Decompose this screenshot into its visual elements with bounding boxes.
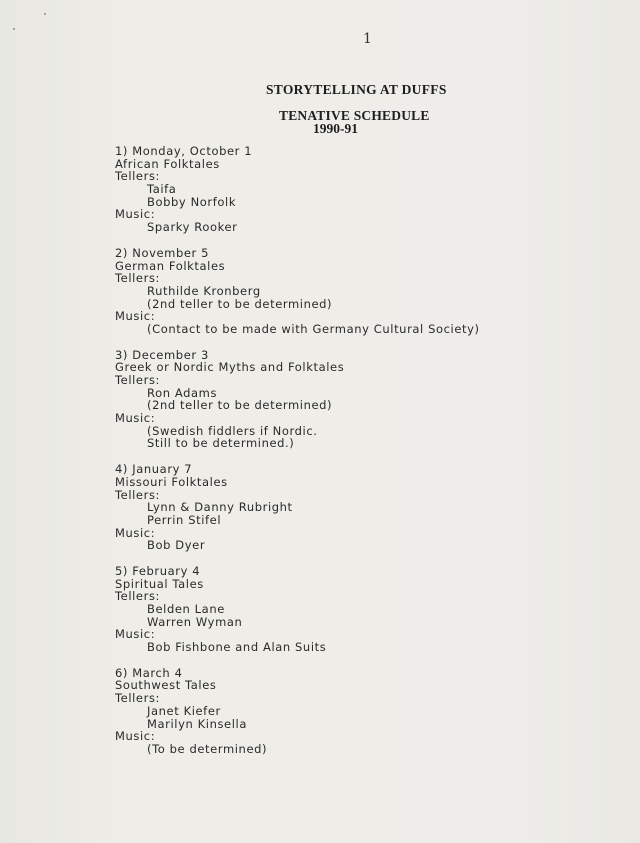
music-label: Music: <box>115 627 156 642</box>
music-label: Music: <box>115 207 156 222</box>
entry-theme: Spiritual Tales <box>115 576 204 591</box>
music-label: Music: <box>115 729 156 744</box>
music-label: Music: <box>115 309 156 324</box>
teller-name: Taifa <box>147 182 177 197</box>
entry-theme: Missouri Folktales <box>115 474 228 489</box>
schedule-entry <box>115 463 615 552</box>
music-performer: (Swedish fiddlers if Nordic. <box>147 423 318 438</box>
teller-name: Warren Wyman <box>147 614 243 629</box>
entry-date: 1) Monday, October 1 <box>115 144 253 158</box>
paper-speck <box>13 28 15 30</box>
entry-theme: Greek or Nordic Myths and Folktales <box>115 360 345 375</box>
music-performer: Bob Fishbone and Alan Suits <box>147 640 327 655</box>
teller-name: Ruthilde Kronberg <box>147 283 261 298</box>
teller-name: Bobby Norfolk <box>147 194 237 209</box>
teller-name: Belden Lane <box>147 602 225 616</box>
teller-name: (2nd teller to be determined) <box>147 398 333 413</box>
tellers-label: Tellers: <box>115 169 161 184</box>
teller-name: (2nd teller to be determined) <box>147 296 333 311</box>
paper-speck <box>44 13 46 15</box>
schedule-list <box>115 145 615 769</box>
schedule-entry <box>115 247 615 336</box>
document-title: STORYTELLING AT DUFFS <box>266 82 447 97</box>
music-performer: (Contact to be made with Germany Cultural Society) <box>147 321 480 336</box>
teller-name: Marilyn Kinsella <box>147 716 247 731</box>
tellers-label: Tellers: <box>115 373 161 387</box>
entry-date: 6) March 4 <box>115 665 183 680</box>
teller-name: Lynn & Danny Rubright <box>147 500 293 515</box>
schedule-entry <box>115 667 615 756</box>
schedule-year: 1990-91 <box>313 121 358 136</box>
schedule-entry <box>115 349 615 451</box>
document-subtitle: TENATIVE SCHEDULE <box>279 108 430 123</box>
tellers-label: Tellers: <box>115 271 161 286</box>
music-performer: Still to be determined.) <box>147 436 295 451</box>
tellers-label: Tellers: <box>115 589 161 604</box>
teller-name: Ron Adams <box>147 385 218 400</box>
entry-theme: Southwest Tales <box>115 678 217 693</box>
schedule-entry <box>115 145 615 234</box>
teller-name: Perrin Stifel <box>147 512 222 527</box>
music-performer: Bob Dyer <box>147 538 206 553</box>
music-performer: (To be determined) <box>147 741 268 756</box>
music-label: Music: <box>115 525 156 540</box>
page-number: 1 <box>363 31 372 47</box>
entry-theme: African Folktales <box>115 156 220 171</box>
entry-date: 4) January 7 <box>115 462 193 477</box>
entry-date: 2) November 5 <box>115 245 210 260</box>
teller-name: Janet Kiefer <box>147 703 221 718</box>
entry-date: 5) February 4 <box>115 563 201 578</box>
music-performer: Sparky Rooker <box>147 220 238 235</box>
entry-date: 3) December 3 <box>115 347 209 362</box>
schedule-entry <box>115 565 615 654</box>
entry-theme: German Folktales <box>115 258 226 273</box>
tellers-label: Tellers: <box>115 691 161 706</box>
tellers-label: Tellers: <box>115 487 161 502</box>
music-label: Music: <box>115 411 156 426</box>
